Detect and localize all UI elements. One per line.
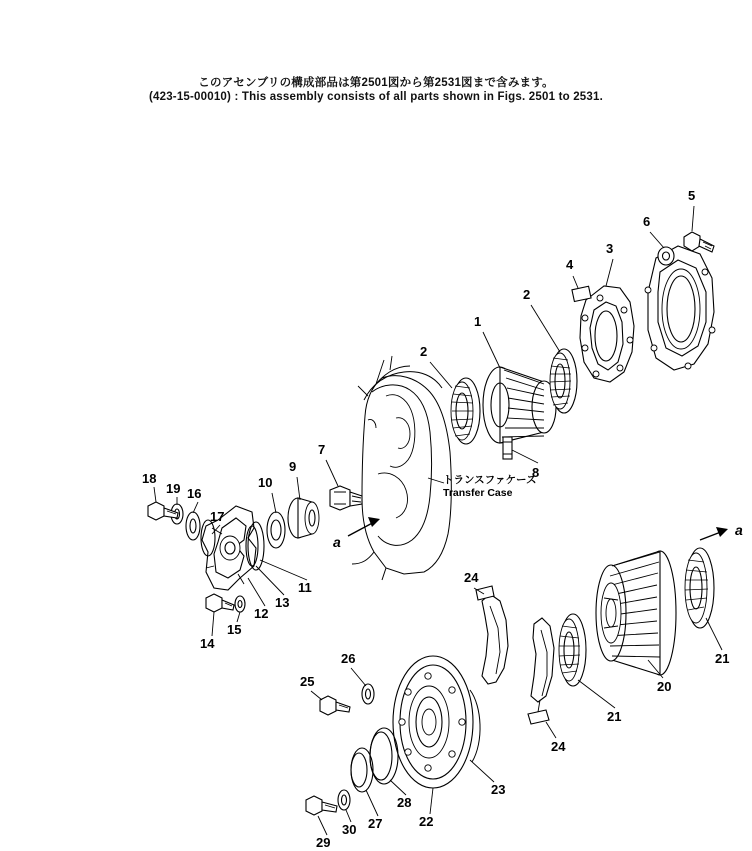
callout-8: 8 [532,465,540,480]
part-9-sleeve [288,498,319,538]
header-note-japanese: このアセンブリの構成部品は第2501図から第2531図まで含みます。 [198,77,554,89]
part-21-bearing-left [559,614,586,686]
part-26-washer [362,684,374,704]
callout-30: 30 [342,822,357,837]
callout-20: 20 [657,679,672,694]
part-14-bolt [206,594,234,612]
callout-10: 10 [258,475,273,490]
transfer-cover-plate [645,246,715,370]
callout-17: 17 [210,509,225,524]
transfer-case-caption-en: Transfer Case [443,487,513,499]
part-22-backing-plate [393,656,480,788]
part-3-retainer-flange [580,286,634,382]
transfer-case-caption-jp: トランスファケース [443,474,537,486]
part-10-washer [267,512,285,548]
callout-26: 26 [341,651,356,666]
part-7-nut [330,486,362,510]
part-27-seal [351,748,373,792]
callout-21a: 21 [715,651,730,666]
part-15-washer [235,596,245,612]
callout-4: 4 [566,257,574,272]
part-18-bolt [148,502,178,520]
callout-18: 18 [142,471,157,486]
part-28-gasket [370,728,398,784]
part-21-bearing-right [685,548,714,628]
callout-5: 5 [688,188,696,203]
callout-2a: 2 [523,287,531,302]
callout-14: 14 [200,636,215,651]
callout-3: 3 [606,241,614,256]
part-24-brake-shoe-lower [528,618,554,724]
part-16-ring [186,512,200,540]
part-5-bolt [684,232,714,252]
part-24-brake-shoe-upper [476,586,508,684]
callout-1: 1 [474,314,482,329]
callout-9: 9 [289,459,297,474]
callout-11: 11 [298,580,312,595]
callout-6: 6 [643,214,651,229]
part-1-spline-hub [483,367,556,443]
part-25-bolt [320,696,350,715]
callout-24b: 24 [551,739,566,754]
section-mark-a-right: a [735,522,743,538]
header-note-english: (423-15-00010) : This assembly consists of all parts shown in Figs. 2501 to 2531. [148,91,603,103]
callout-16: 16 [187,486,202,501]
callout-25: 25 [300,674,315,689]
callout-22: 22 [419,814,434,829]
part-20-brake-drum [596,551,676,675]
callout-24a: 24 [464,570,479,585]
callout-21b: 21 [607,709,622,724]
callout-29: 29 [316,835,331,850]
part-6-washer [658,247,674,265]
part-2-bearing-left [451,378,480,444]
callout-13: 13 [275,595,290,610]
part-30-washer [338,790,350,810]
part-8-pin [503,437,512,459]
section-mark-a-left: a [333,534,341,550]
callout-19: 19 [166,481,181,496]
callout-15: 15 [227,622,242,637]
part-29-bolt [306,796,337,815]
part-2-bearing-right [550,349,577,413]
callout-2b: 2 [420,344,428,359]
callout-28: 28 [397,795,412,810]
callout-27: 27 [368,816,383,831]
callout-12: 12 [254,606,269,621]
callout-23: 23 [491,782,506,797]
callout-7: 7 [318,442,326,457]
transfer-case-housing [352,356,451,580]
